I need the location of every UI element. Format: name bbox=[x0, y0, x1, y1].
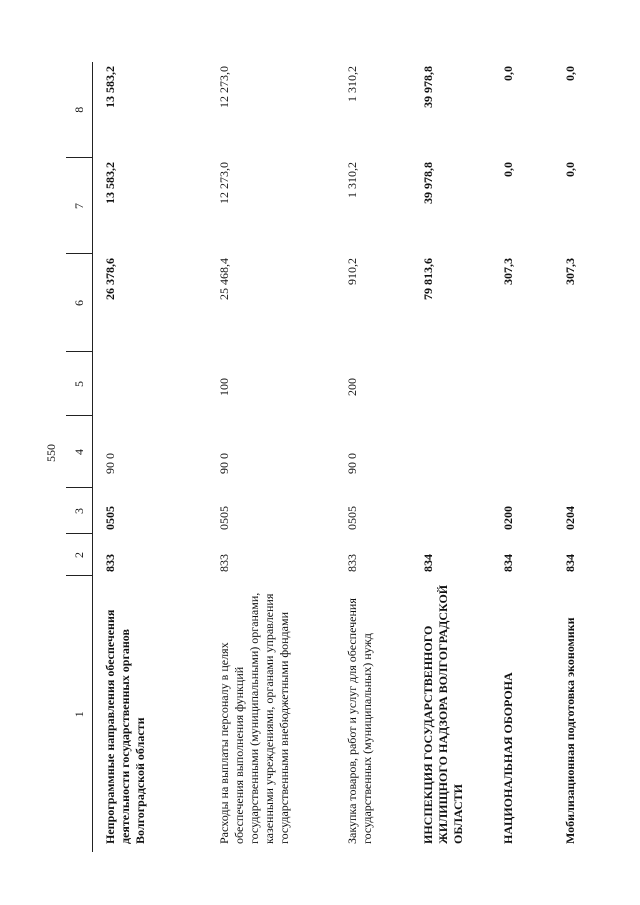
row-name: ИНСПЕКЦИЯ ГОСУДАРСТВЕННОГО ЖИЛИЩНОГО НАДЗОРА ВОЛГОГРАДСКОЙ ОБЛАСТИ bbox=[420, 584, 465, 844]
ministry-code: 834 bbox=[562, 554, 577, 572]
column-header: 7 bbox=[66, 158, 93, 254]
target-code bbox=[421, 416, 501, 488]
page-number: 550 bbox=[44, 444, 58, 462]
table-row bbox=[345, 62, 421, 852]
budget-table bbox=[66, 62, 640, 852]
ministry-code: 834 bbox=[420, 554, 435, 572]
expense-type-code: 100 bbox=[216, 378, 231, 396]
amount-col6: 910,2 bbox=[344, 258, 359, 285]
column-header: 1 bbox=[66, 576, 93, 852]
section-code: 0200 bbox=[500, 506, 515, 530]
amount-col7: 1 310,2 bbox=[344, 162, 359, 198]
row-name: НАЦИОНАЛЬНАЯ ОБОРОНА bbox=[500, 672, 515, 844]
amount-col6: 26 378,6 bbox=[103, 258, 117, 300]
column-header: 6 bbox=[66, 254, 93, 352]
section-code: 0204 bbox=[562, 506, 577, 530]
ministry-code: 833 bbox=[344, 554, 359, 572]
expense-type-code bbox=[563, 352, 640, 416]
amount-col7: 0,0 bbox=[562, 162, 577, 177]
row-name: Мобилизационная подготовка экономики bbox=[562, 617, 577, 844]
column-header: 8 bbox=[66, 62, 93, 158]
row-name: Закупка товаров, работ и услуг для обеспечения государственных (муниципальных) нужд bbox=[344, 598, 374, 844]
amount-col6: 307,3 bbox=[500, 258, 515, 285]
amount-col7: 39 978,8 bbox=[420, 162, 435, 204]
table-row bbox=[501, 62, 563, 852]
amount-col8: 39 978,8 bbox=[420, 66, 435, 108]
ministry-code: 834 bbox=[500, 554, 515, 572]
column-header: 4 bbox=[66, 416, 93, 488]
section-code: 0505 bbox=[216, 506, 231, 530]
ministry-code: 833 bbox=[103, 554, 117, 572]
table-row bbox=[93, 62, 217, 852]
amount-col6: 25 468,4 bbox=[216, 258, 231, 300]
table-row bbox=[217, 62, 345, 852]
ministry-code: 833 bbox=[216, 554, 231, 572]
column-number-header bbox=[66, 62, 93, 852]
target-code bbox=[563, 416, 640, 488]
expense-type-code: 200 bbox=[344, 378, 359, 396]
section-code: 0505 bbox=[344, 506, 359, 530]
amount-col7: 12 273,0 bbox=[216, 162, 231, 204]
column-header: 5 bbox=[66, 352, 93, 416]
expense-type-code bbox=[93, 352, 217, 416]
row-name: Непрограммные направления обеспечения деятельности государственных органов Волгоградской области bbox=[103, 609, 147, 844]
amount-col8: 12 273,0 bbox=[216, 66, 231, 108]
table-row bbox=[421, 62, 501, 852]
target-code: 90 0 bbox=[344, 453, 359, 474]
amount-col8: 1 310,2 bbox=[344, 66, 359, 102]
expense-type-code bbox=[421, 352, 501, 416]
amount-col7: 13 583,2 bbox=[103, 162, 117, 204]
section-code: 0505 bbox=[103, 506, 117, 530]
rotated-table-container bbox=[66, 62, 577, 852]
section-code bbox=[421, 488, 501, 534]
amount-col8: 0,0 bbox=[562, 66, 577, 81]
amount-col8: 0,0 bbox=[500, 66, 515, 81]
amount-col7: 0,0 bbox=[500, 162, 515, 177]
amount-col6: 79 813,6 bbox=[420, 258, 435, 300]
expense-type-code bbox=[501, 352, 563, 416]
target-code: 90 0 bbox=[216, 453, 231, 474]
table-row bbox=[563, 62, 640, 852]
row-name: Расходы на выплаты персоналу в целях обеспечения выполнения функций государственными (муниципальными) органами, казенными учреждениями, органами управления государственными внебюджетными фондами bbox=[216, 592, 291, 844]
column-header: 3 bbox=[66, 488, 93, 534]
amount-col6: 307,3 bbox=[562, 258, 577, 285]
column-header: 2 bbox=[66, 534, 93, 576]
target-code: 90 0 bbox=[103, 453, 117, 474]
target-code bbox=[501, 416, 563, 488]
amount-col8: 13 583,2 bbox=[103, 66, 117, 108]
